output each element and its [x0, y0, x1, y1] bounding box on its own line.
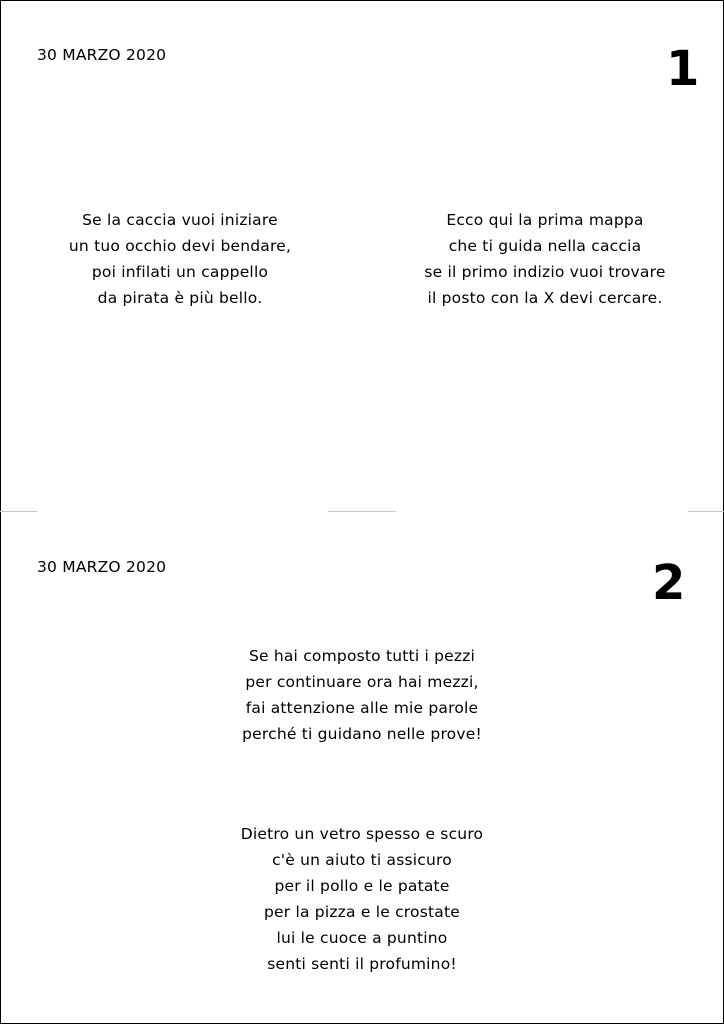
cut-line	[328, 511, 396, 512]
verse-left	[40, 207, 320, 311]
card-number: 2	[652, 555, 686, 611]
verse-line: per il pollo e le patate	[274, 877, 450, 895]
verse-line: un tuo occhio devi bendare,	[68, 237, 292, 255]
verse-line: Dietro un vetro spesso e scuro	[240, 825, 484, 843]
verse-line: se il primo indizio vuoi trovare	[424, 263, 666, 281]
card-number: 1	[666, 41, 700, 97]
verse-line: per la pizza e le crostate	[264, 903, 460, 921]
card-date: 30 MARZO 2020	[37, 558, 167, 576]
cut-line	[0, 511, 37, 512]
verse-line: da pirata è più bello.	[97, 289, 263, 307]
verse-line: Se hai composto tutti i pezzi	[248, 647, 476, 665]
verse-line: fai attenzione alle mie parole	[245, 699, 479, 717]
verse-line: che ti guida nella caccia	[448, 237, 642, 255]
verse-line: c'è un aiuto ti assicuro	[272, 851, 452, 869]
cut-line	[688, 511, 724, 512]
verse-line: Se la caccia vuoi iniziare	[82, 211, 278, 229]
verse-top	[212, 643, 512, 747]
verse-right	[395, 207, 695, 311]
verse-bottom	[212, 821, 512, 977]
verse-line: perché ti guidano nelle prove!	[242, 725, 482, 743]
verse-line: Ecco qui la prima mappa	[446, 211, 644, 229]
verse-line: lui le cuoce a puntino	[276, 929, 448, 947]
verse-line: senti senti il profumino!	[267, 955, 457, 973]
verse-line: per continuare ora hai mezzi,	[245, 673, 479, 691]
verse-line: poi infilati un cappello	[91, 263, 269, 281]
card-date: 30 MARZO 2020	[37, 46, 167, 64]
verse-line: il posto con la X devi cercare.	[427, 289, 663, 307]
